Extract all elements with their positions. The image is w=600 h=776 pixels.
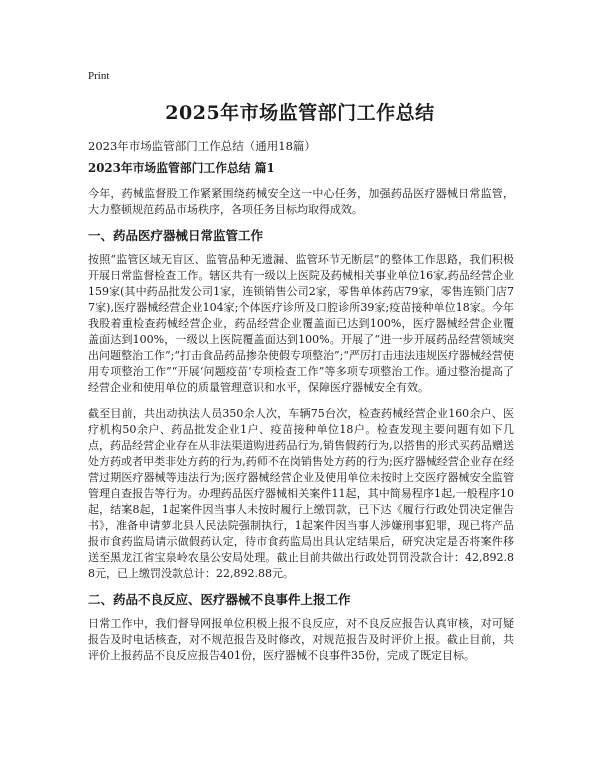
document-subtitle: 2023年市场监管部门工作总结（通用18篇） (88, 139, 316, 153)
page-title: 2025年市场监管部门工作总结 (165, 102, 435, 124)
heading-adverse-reactions: 二、药品不良反应、医疗器械不良事件上报工作 (88, 592, 351, 607)
paragraph-enforcement-results: 截至目前，共出动执法人员350余人次，车辆75台次，检查药械经营企业160余户、医疗机构50余户、药品批发企业1户、疫苗接种单位18户。检查发现主要问题有如下几点，药品经营企业存在从非法渠道购进药品行为,销售假药行为,以搭售的形式买药品赠送处方药或者甲类非处方药的行为,药师不在岗销售处方药的行为;医疗器械经营企业存在经营过期医疗器械等违法行为;医疗器械经营企业及使用单位未按时上交医疗器械安全监管管理自查报告等行为。办理药品医疗器械相关案件11起，其中简易程序1起,一般程序10起，结案8起，1起案件因当事人未按时履行上缴罚款，已下达《履行行政处罚决定催告书》，准备申请萝北县人民法院强制执行，1起案件因当事人涉嫌刑事犯罪，现已将产品报市食药监局请示做假药认定，待市食药监局出具认定结果后，研究决定是否将案件移送至黑龙江省宝泉岭农垦公安局处理。截止目前共做出行政处罚罚没款合计：42,892.88元，已上缴罚没款总计：22,892.88元。 (88, 407, 514, 580)
intro-paragraph: 今年，药械监督股工作紧紧围绕药械安全这一中心任务，加强药品医疗器械日常监管，大力整顿规范药品市场秩序，各项任务目标均取得成效。 (88, 187, 514, 216)
print-link[interactable]: Print (88, 70, 110, 82)
heading-daily-supervision: 一、药品医疗器械日常监管工作 (88, 228, 264, 243)
paragraph-supervision-checks: 按照“监管区域无盲区、监管品种无遗漏、监管环节无断层”的整体工作思路，我们积极开展日常监督检查工作。辖区共有一级以上医院及药械相关事业单位16家,药品经营企业159家(其中药品批发公司1家，连锁销售公司2家，零售单体药店79家，零售连锁门店77家),医疗器械经营企业104家;个体医疗诊所及口腔诊所39家;疫苗接种单位18家。今年我股着重检查药械经营企业，药品经营企业覆盖面已达到100%，医疗器械经营企业覆盖面达到100%，一级以上医院覆盖面达到100%。开展了“进一步开展药品经营领域突出问题整治工作”;“打击食品药品掺杂使假专项整治”;“严厉打击违法违规医疗器械经营使用专项整治工作”“开展‘问题疫苗’专项检查工作”等多项专项整治工作。通过整治提高了经营企业和使用单位的质量管理意识和水平，保障医疗器械安全有效。 (88, 253, 514, 394)
article-body (88, 160, 514, 674)
section-title: 2023年市场监管部门工作总结 篇1 (88, 161, 275, 175)
paragraph-adverse-reporting: 日常工作中，我们督导网报单位积极上报不良反应，对不良反应报告认真审核，对可疑报告及时电话核查，对不规范报告及时修改，对规范报告及时评价上报。截止目前，共评价上报药品不良反应报告401份，医疗器械不良事件35份，完成了既定目标。 (88, 617, 514, 662)
